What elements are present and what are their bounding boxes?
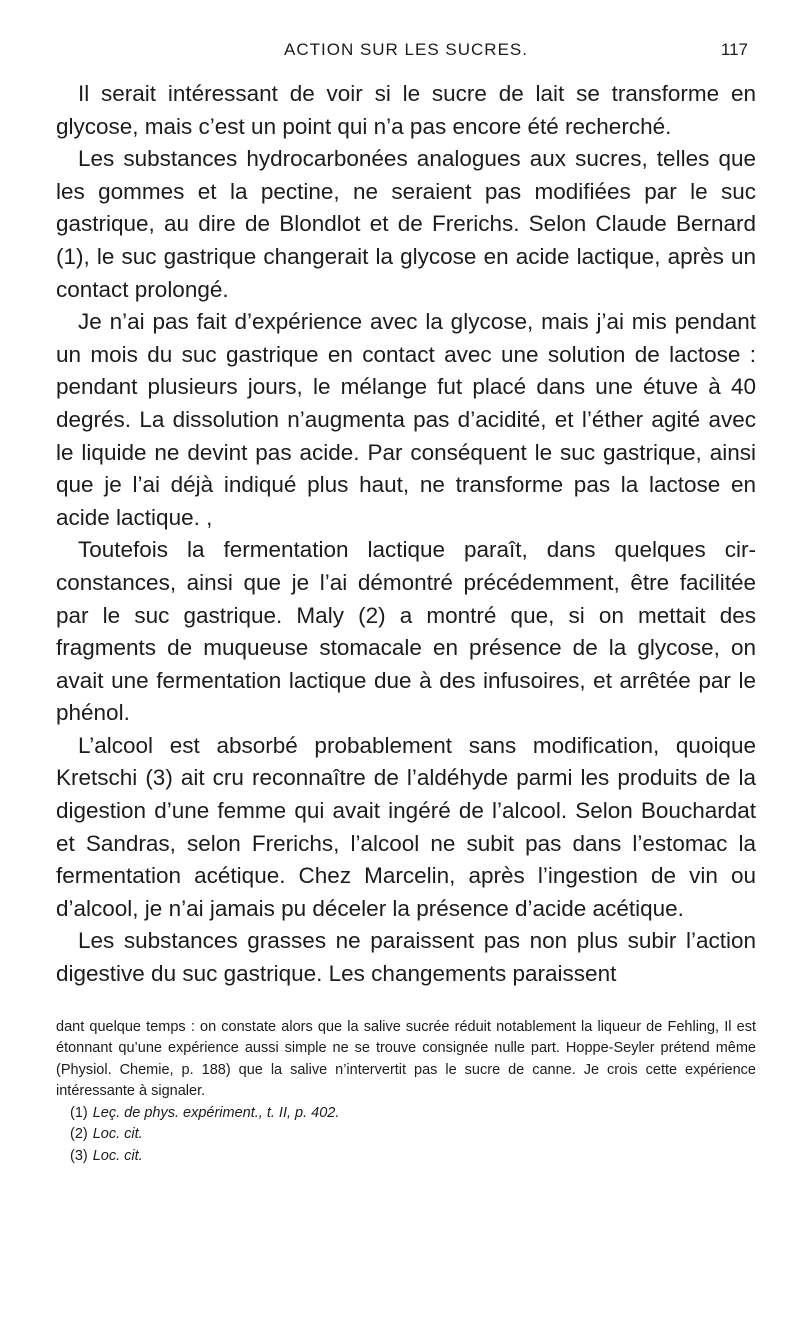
paragraph-experience-lactose: Je n’ai pas fait d’expérience avec la glycose, mais j’ai mis pendant un mois du suc gastrique en contact avec une solution de lactose : pendant plusieurs jours, le mélange fut placé dans une étuve à 40 degrés. La dissolution n’augmenta pas d’acidité, et l’éther agité avec le liquide ne devint pas acide. Par conséquent le suc gastrique, ainsi que je l’ai déjà indiqué plus haut, ne transforme pas la lactose en acide lactique. , bbox=[56, 309, 756, 530]
footnote-3 bbox=[56, 1146, 756, 1168]
running-header bbox=[56, 40, 756, 66]
footnote-continuation: dant quelque temps : on constate alors que la salive sucrée réduit notablement la liqueur de Fehling, Il est étonnant qu’une expérience aussi simple ne se trouve consignée nulle part. Hoppe-Seyler prétend même (Physiol. Chemie, p. 188) que la salive n’intervertit pas le sucre de canne. Je crois cette expérience intéressante à signaler. bbox=[56, 1018, 756, 1100]
footnote-2 bbox=[56, 1124, 756, 1146]
book-page bbox=[56, 40, 756, 1167]
footnote-reference: Leç. de phys. expériment., t. II, p. 402. bbox=[92, 1104, 340, 1121]
page-number: 117 bbox=[720, 40, 748, 59]
paragraph-substances-hydrocarbonees: Les substances hydrocarbonées analogues aux sucres, telles que les gommes et la pectine, ne seraient pas modifiées par le suc gastrique, au dire de Blondlot et de Frerichs. Selon Claude Bernard (1), le suc gastrique changerait la glycose en acide lactique, après un contact prolongé. bbox=[56, 146, 756, 302]
running-title: ACTION SUR LES SUCRES. bbox=[284, 40, 528, 59]
footnote-reference: Loc. cit. bbox=[92, 1126, 143, 1143]
footnotes bbox=[56, 1017, 756, 1168]
paragraph-alcool: L’alcool est absorbé probablement sans modification, quoique Kretschi (3) ait cru reconnaître de l’aldéhyde parmi les produits de la digestion d’une femme qui avait ingéré de l’alcool. Selon Bouchardat et Sandras, selon Frerichs, l’alcool ne subit pas dans l’estomac la fermentation acétique. Chez Marcelin, après l’ingestion de vin ou d’alcool, je n’ai jamais pu déceler la présence d’acide acétique. bbox=[56, 732, 756, 921]
paragraph-sucre-de-lait: Il serait intéressant de voir si le sucre de lait se transforme en glycose, mais c’est un point qui n’a pas encore été recherché. bbox=[56, 81, 756, 139]
footnote-number: (1) bbox=[70, 1104, 88, 1121]
body-text bbox=[56, 78, 756, 991]
footnote-number: (2) bbox=[70, 1126, 88, 1143]
footnote-reference: Loc. cit. bbox=[92, 1147, 143, 1164]
footnote-1 bbox=[56, 1103, 756, 1125]
paragraph-fermentation-lactique: Toutefois la fermentation lactique paraît, dans quelques circonstances, ainsi que je l’ai démontré précédemment, être facilitée par le suc gastrique. Maly (2) a montré que, si on mettait des fragments de muqueuse stomacale en présence de la glycose, on avait une fermentation lactique due à des infusoires, et arrêtée par le phénol. bbox=[56, 537, 756, 726]
footnote-number: (3) bbox=[70, 1147, 88, 1164]
paragraph-substances-grasses: Les substances grasses ne paraissent pas non plus subir l’action digestive du suc gastrique. Les changements paraissent bbox=[56, 928, 756, 987]
